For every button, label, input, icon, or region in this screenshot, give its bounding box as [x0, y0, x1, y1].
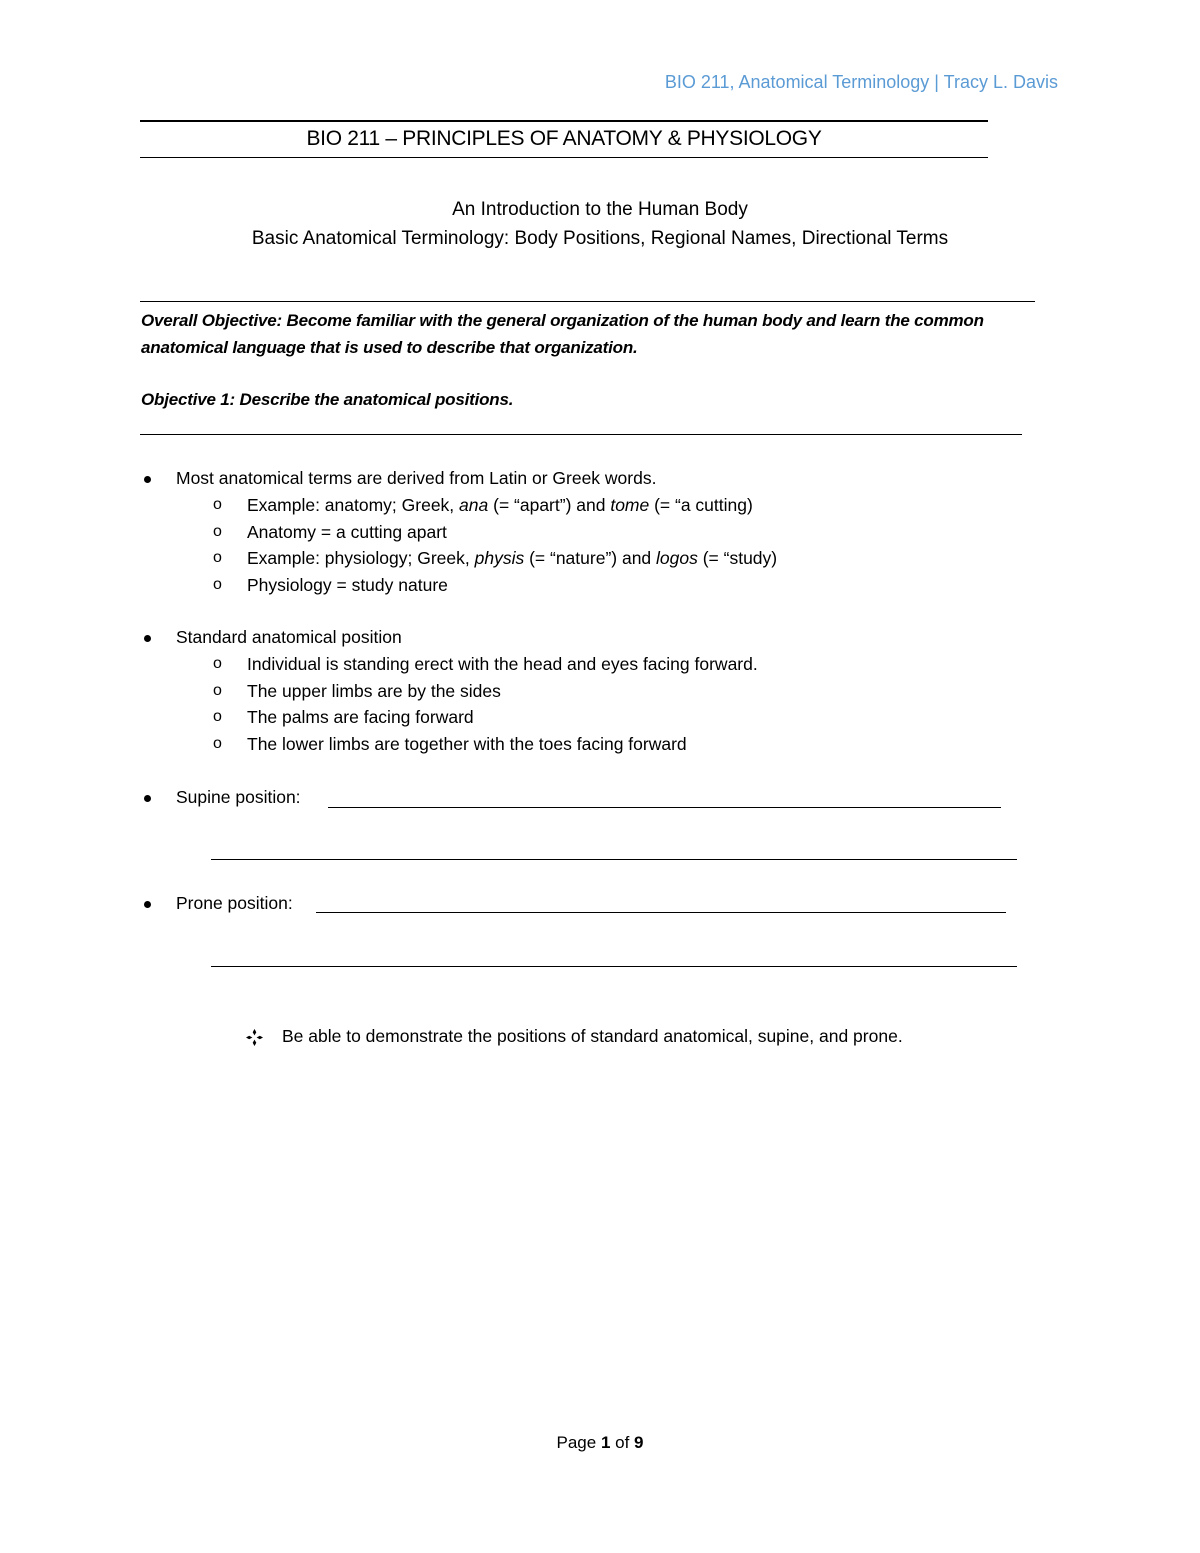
sub-item-physiology-example: Example: physiology; Greek, physis (= “nature”) and logos (= “study)	[247, 548, 778, 568]
sub-bullet-icon: o	[213, 735, 222, 752]
bullet-standard-position: Standard anatomical position	[176, 627, 402, 647]
four-diamond-icon	[246, 1029, 263, 1051]
sub-item-standing-erect: Individual is standing erect with the head and eyes facing forward.	[247, 654, 758, 674]
overall-objective-line-1: Overall Objective: Become familiar with the general organization of the human body and learn the common	[141, 311, 984, 330]
sub-bullet-icon: o	[213, 682, 222, 699]
objective-1-rule	[140, 434, 1022, 435]
supine-label: Supine position:	[176, 787, 301, 807]
prone-answer-line-2[interactable]	[211, 966, 1017, 967]
sub-bullet-icon: o	[213, 708, 222, 725]
sub-item-anatomy-example: Example: anatomy; Greek, ana (= “apart”) and tome (= “a cutting)	[247, 495, 753, 515]
title-bottom-rule	[140, 157, 988, 158]
bullet-icon	[144, 795, 151, 802]
page-number: Page 1 of 9	[556, 1433, 644, 1452]
bullet-icon	[144, 901, 151, 908]
demonstration-note: Be able to demonstrate the positions of standard anatomical, supine, and prone.	[282, 1026, 903, 1046]
sub-bullet-icon: o	[213, 655, 222, 672]
bullet-icon	[144, 476, 151, 483]
supine-answer-line[interactable]	[328, 807, 1001, 808]
title-top-rule	[140, 120, 988, 122]
running-header: BIO 211, Anatomical Terminology | Tracy L. Davis	[664, 72, 1058, 92]
objective-1-heading: Objective 1: Describe the anatomical positions.	[141, 390, 514, 409]
sub-item-lower-limbs: The lower limbs are together with the toes facing forward	[247, 734, 687, 754]
subtitle-intro: An Introduction to the Human Body	[452, 199, 748, 220]
sub-item-anatomy-definition: Anatomy = a cutting apart	[247, 522, 447, 542]
sub-bullet-icon: o	[213, 523, 222, 540]
sub-item-physiology-definition: Physiology = study nature	[247, 575, 448, 595]
sub-bullet-icon: o	[213, 496, 222, 513]
page-title: BIO 211 – PRINCIPLES OF ANATOMY & PHYSIOLOGY	[306, 127, 822, 150]
sub-bullet-icon: o	[213, 549, 222, 566]
section-rule	[140, 301, 1035, 302]
sub-item-upper-limbs: The upper limbs are by the sides	[247, 681, 501, 701]
prone-answer-line[interactable]	[316, 912, 1006, 913]
bullet-terms-origin: Most anatomical terms are derived from Latin or Greek words.	[176, 468, 657, 488]
overall-objective-line-2: anatomical language that is used to describe that organization.	[141, 338, 638, 357]
supine-answer-line-2[interactable]	[211, 859, 1017, 860]
prone-label: Prone position:	[176, 893, 293, 913]
sub-bullet-icon: o	[213, 576, 222, 593]
sub-item-palms: The palms are facing forward	[247, 707, 474, 727]
subtitle-terminology: Basic Anatomical Terminology: Body Positions, Regional Names, Directional Terms	[251, 228, 949, 249]
bullet-icon	[144, 635, 151, 642]
